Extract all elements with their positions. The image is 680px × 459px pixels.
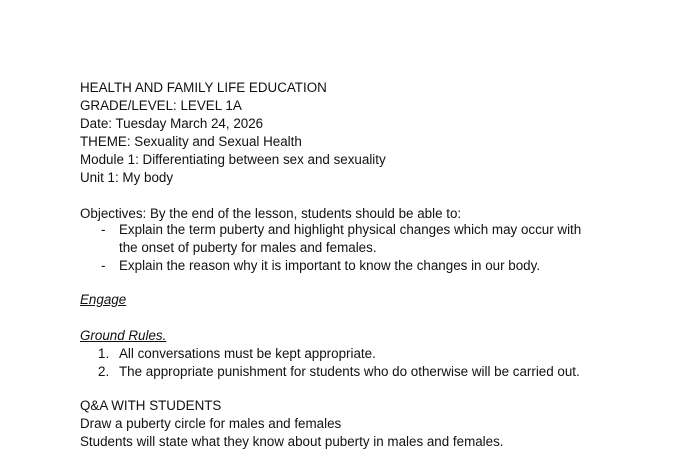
lesson-unit: Unit 1: My body bbox=[80, 170, 174, 185]
grade-level: GRADE/LEVEL: LEVEL 1A bbox=[80, 98, 242, 113]
objective-1-line-1: Explain the term puberty and highlight physical changes which may occur with bbox=[119, 222, 582, 237]
objective-2-line-1: Explain the reason why it is important to know the changes in our body. bbox=[119, 258, 541, 273]
qa-line-1: Draw a puberty circle for males and females bbox=[80, 416, 342, 431]
objectives-intro: Objectives: By the end of the lesson, students should be able to: bbox=[80, 206, 462, 221]
qa-line-2: Students will state what they know about puberty in males and females. bbox=[80, 434, 504, 449]
objective-bullet: - bbox=[101, 222, 106, 237]
ground-rule-2: The appropriate punishment for students who do otherwise will be carried out. bbox=[119, 364, 580, 379]
objective-1-line-2: the onset of puberty for males and females. bbox=[119, 240, 377, 255]
ground-rule-1: All conversations must be kept appropriate. bbox=[119, 346, 376, 361]
lesson-module: Module 1: Differentiating between sex and sexuality bbox=[80, 152, 386, 167]
subject-heading: HEALTH AND FAMILY LIFE EDUCATION bbox=[80, 80, 327, 95]
ground-rule-number: 1. bbox=[98, 346, 110, 361]
engage-heading: Engage bbox=[80, 292, 127, 307]
ground-rules-heading: Ground Rules. bbox=[80, 328, 167, 343]
qa-heading: Q&A WITH STUDENTS bbox=[80, 398, 222, 413]
lesson-date: Date: Tuesday March 24, 2026 bbox=[80, 116, 264, 131]
objective-bullet: - bbox=[101, 258, 106, 273]
lesson-theme: THEME: Sexuality and Sexual Health bbox=[80, 134, 302, 149]
ground-rule-number: 2. bbox=[98, 364, 110, 379]
